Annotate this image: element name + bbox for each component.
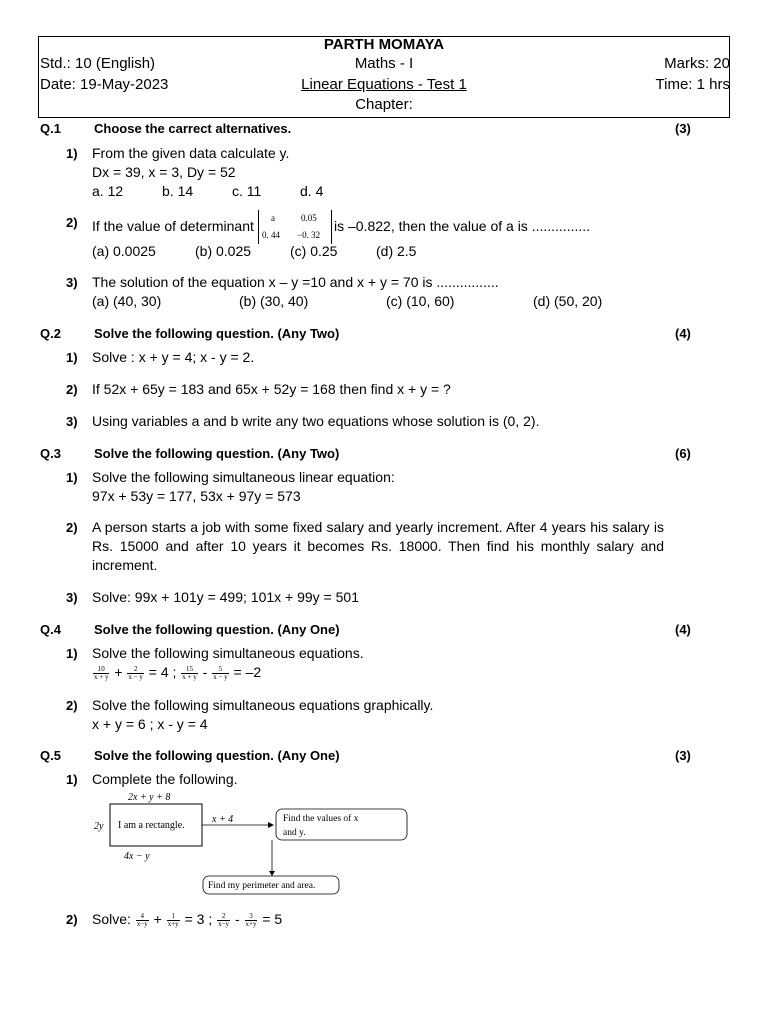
minus-sign: -: [202, 664, 208, 680]
q3-item3-num: 3): [66, 590, 78, 605]
q1-item1-option-c: c. 11: [232, 183, 262, 199]
frac-num: 15: [181, 666, 197, 674]
frac-den: x − y: [213, 672, 228, 681]
q5-marks: (3): [675, 748, 691, 763]
q2-number: Q.2: [40, 326, 61, 341]
q2-marks: (4): [675, 326, 691, 341]
q4-title: Solve the following question. (Any One): [94, 622, 340, 637]
q3-item1-equation: 97x + 53y = 177, 53x + 97y = 573: [92, 488, 301, 504]
q5-number: Q.5: [40, 748, 61, 763]
plus-sign: +: [153, 911, 162, 927]
det-a: a: [271, 213, 275, 223]
q1-item3-option-a: (a) (40, 30): [92, 293, 162, 309]
q4-item2-text: Solve the following simultaneous equations graphically.: [92, 697, 434, 713]
equals-part: = 3 ;: [184, 911, 213, 927]
frac-num: 3: [245, 913, 258, 921]
q4-item2-num: 2): [66, 698, 78, 713]
diagram-top-label: 2x + y + 8: [128, 792, 171, 803]
q1-item1-text: From the given data calculate y.: [92, 145, 290, 161]
header-subject: Maths - I: [354, 55, 414, 72]
equals-part: = 4 ;: [148, 664, 177, 680]
diagram-arrow-head: [268, 822, 274, 828]
q3-number: Q.3: [40, 446, 61, 461]
plus-sign: +: [114, 664, 123, 680]
solve-prefix: Solve:: [92, 911, 131, 927]
q1-item1-option-a: a. 12: [92, 183, 124, 199]
frac-num: 2: [127, 666, 143, 674]
frac-den: x−y: [136, 919, 148, 928]
q2-item2-text: If 52x + 65y = 183 and 65x + 52y = 168 then find x + y = ?: [92, 381, 451, 397]
q2-item3-num: 3): [66, 414, 78, 429]
q3-item3-text: Solve: 99x + 101y = 499; 101x + 99y = 501: [92, 589, 359, 605]
det-d: −0. 32: [297, 230, 321, 240]
diagram-box-perimeter-text: Find my perimeter and area.: [208, 881, 316, 891]
header-date: Date: 19-May-2023: [40, 76, 169, 93]
q1-item3-option-d: (d) (50, 20): [533, 293, 603, 309]
determinant: [258, 210, 332, 244]
q3-item1-num: 1): [66, 470, 78, 485]
frac-den: x+y: [167, 919, 179, 928]
q1-item1-num: 1): [66, 146, 78, 161]
q3-marks: (6): [675, 446, 691, 461]
q4-item1-equation: [92, 664, 261, 681]
q1-item3-text: The solution of the equation x – y =10 and x + y = 70 is ................: [92, 274, 499, 290]
det-b: 0.05: [301, 213, 317, 223]
q1-item2-option-a: (a) 0.0025: [92, 243, 156, 259]
q1-title: Choose the carrect alternatives.: [94, 121, 292, 136]
q5-item2-num: 2): [66, 912, 78, 927]
frac-den: x+y: [245, 919, 257, 928]
q2-item1-num: 1): [66, 350, 78, 365]
equals-part: = 5: [262, 911, 283, 927]
q2-item2-num: 2): [66, 382, 78, 397]
frac-num: 4: [136, 913, 149, 921]
header-marks: Marks: 20: [664, 55, 730, 72]
q5-item1-num: 1): [66, 772, 78, 787]
q1-item2-text-after: is –0.822, then the value of a is ...............: [334, 218, 591, 234]
frac-den: x − y: [128, 672, 143, 681]
q2-item1-text: Solve : x + y = 4; x - y = 2.: [92, 349, 255, 365]
header-name: PARTH MOMAYA: [323, 36, 445, 53]
diagram-rect-label: I am a rectangle.: [118, 820, 185, 831]
frac-num: 2: [217, 913, 230, 921]
header-chapter: Chapter:: [355, 96, 413, 113]
q3-item2-num: 2): [66, 520, 78, 535]
q1-item2-option-c: (c) 0.25: [290, 243, 338, 259]
q1-item1-option-b: b. 14: [162, 183, 194, 199]
q3-item1-text: Solve the following simultaneous linear equation:: [92, 469, 395, 485]
q2-item3-text: Using variables a and b write any two equations whose solution is (0, 2).: [92, 413, 540, 429]
header-std: Std.: 10 (English): [40, 55, 156, 72]
q4-item1-num: 1): [66, 646, 78, 661]
q3-item2-text: A person starts a job with some fixed salary and yearly increment. After 4 years his salary is Rs. 15000 and after 10 years it becomes Rs. 18000. Then find his monthly salary and increment.: [92, 519, 664, 573]
q4-marks: (4): [675, 622, 691, 637]
q1-item2-num: 2): [66, 215, 78, 230]
q1-number: Q.1: [40, 121, 61, 136]
q1-item1-option-d: d. 4: [300, 183, 324, 199]
equals-part: = –2: [233, 664, 262, 680]
minus-sign: -: [234, 911, 240, 927]
q4-number: Q.4: [40, 622, 61, 637]
frac-den: x−y: [218, 919, 230, 928]
q2-title: Solve the following question. (Any Two): [94, 326, 340, 341]
diagram-arrow-label: x + 4: [212, 814, 234, 825]
q1-item1-data: Dx = 39, x = 3, Dy = 52: [92, 164, 236, 180]
det-c: 0. 44: [262, 230, 280, 240]
diagram-bottom-label: 4x − y: [124, 851, 150, 862]
q1-item3-num: 3): [66, 275, 78, 290]
rectangle-diagram: [92, 788, 412, 900]
q1-marks: (3): [675, 121, 691, 136]
q3-title: Solve the following question. (Any Two): [94, 446, 340, 461]
q1-item3-option-b: (b) (30, 40): [239, 293, 309, 309]
q1-item2-option-d: (d) 2.5: [376, 243, 417, 259]
frac-num: 5: [212, 666, 228, 674]
header-time: Time: 1 hrs: [655, 76, 730, 93]
frac-den: x + y: [182, 672, 197, 681]
frac-den: x + y: [94, 672, 109, 681]
frac-num: 1: [167, 913, 180, 921]
q1-item2-option-b: (b) 0.025: [195, 243, 252, 259]
q1-item2-text-before: If the value of determinant: [92, 218, 254, 234]
frac-num: 10: [93, 666, 109, 674]
q1-item3-option-c: (c) (10, 60): [386, 293, 455, 309]
diagram-left-label: 2y: [94, 821, 104, 832]
q4-item1-text: Solve the following simultaneous equations.: [92, 645, 364, 661]
q4-item2-equation: x + y = 6 ; x - y = 4: [92, 716, 208, 732]
header-test-title: Linear Equations - Test 1: [301, 76, 467, 93]
q5-title: Solve the following question. (Any One): [94, 748, 340, 763]
diagram-box-find-values-line2: and y.: [283, 828, 306, 838]
diagram-box-find-values-line1: Find the values of x: [283, 814, 359, 824]
diagram-down-arrow-head: [269, 871, 275, 876]
q5-item2-equation: [92, 911, 282, 928]
q5-item1-text: Complete the following.: [92, 771, 238, 787]
